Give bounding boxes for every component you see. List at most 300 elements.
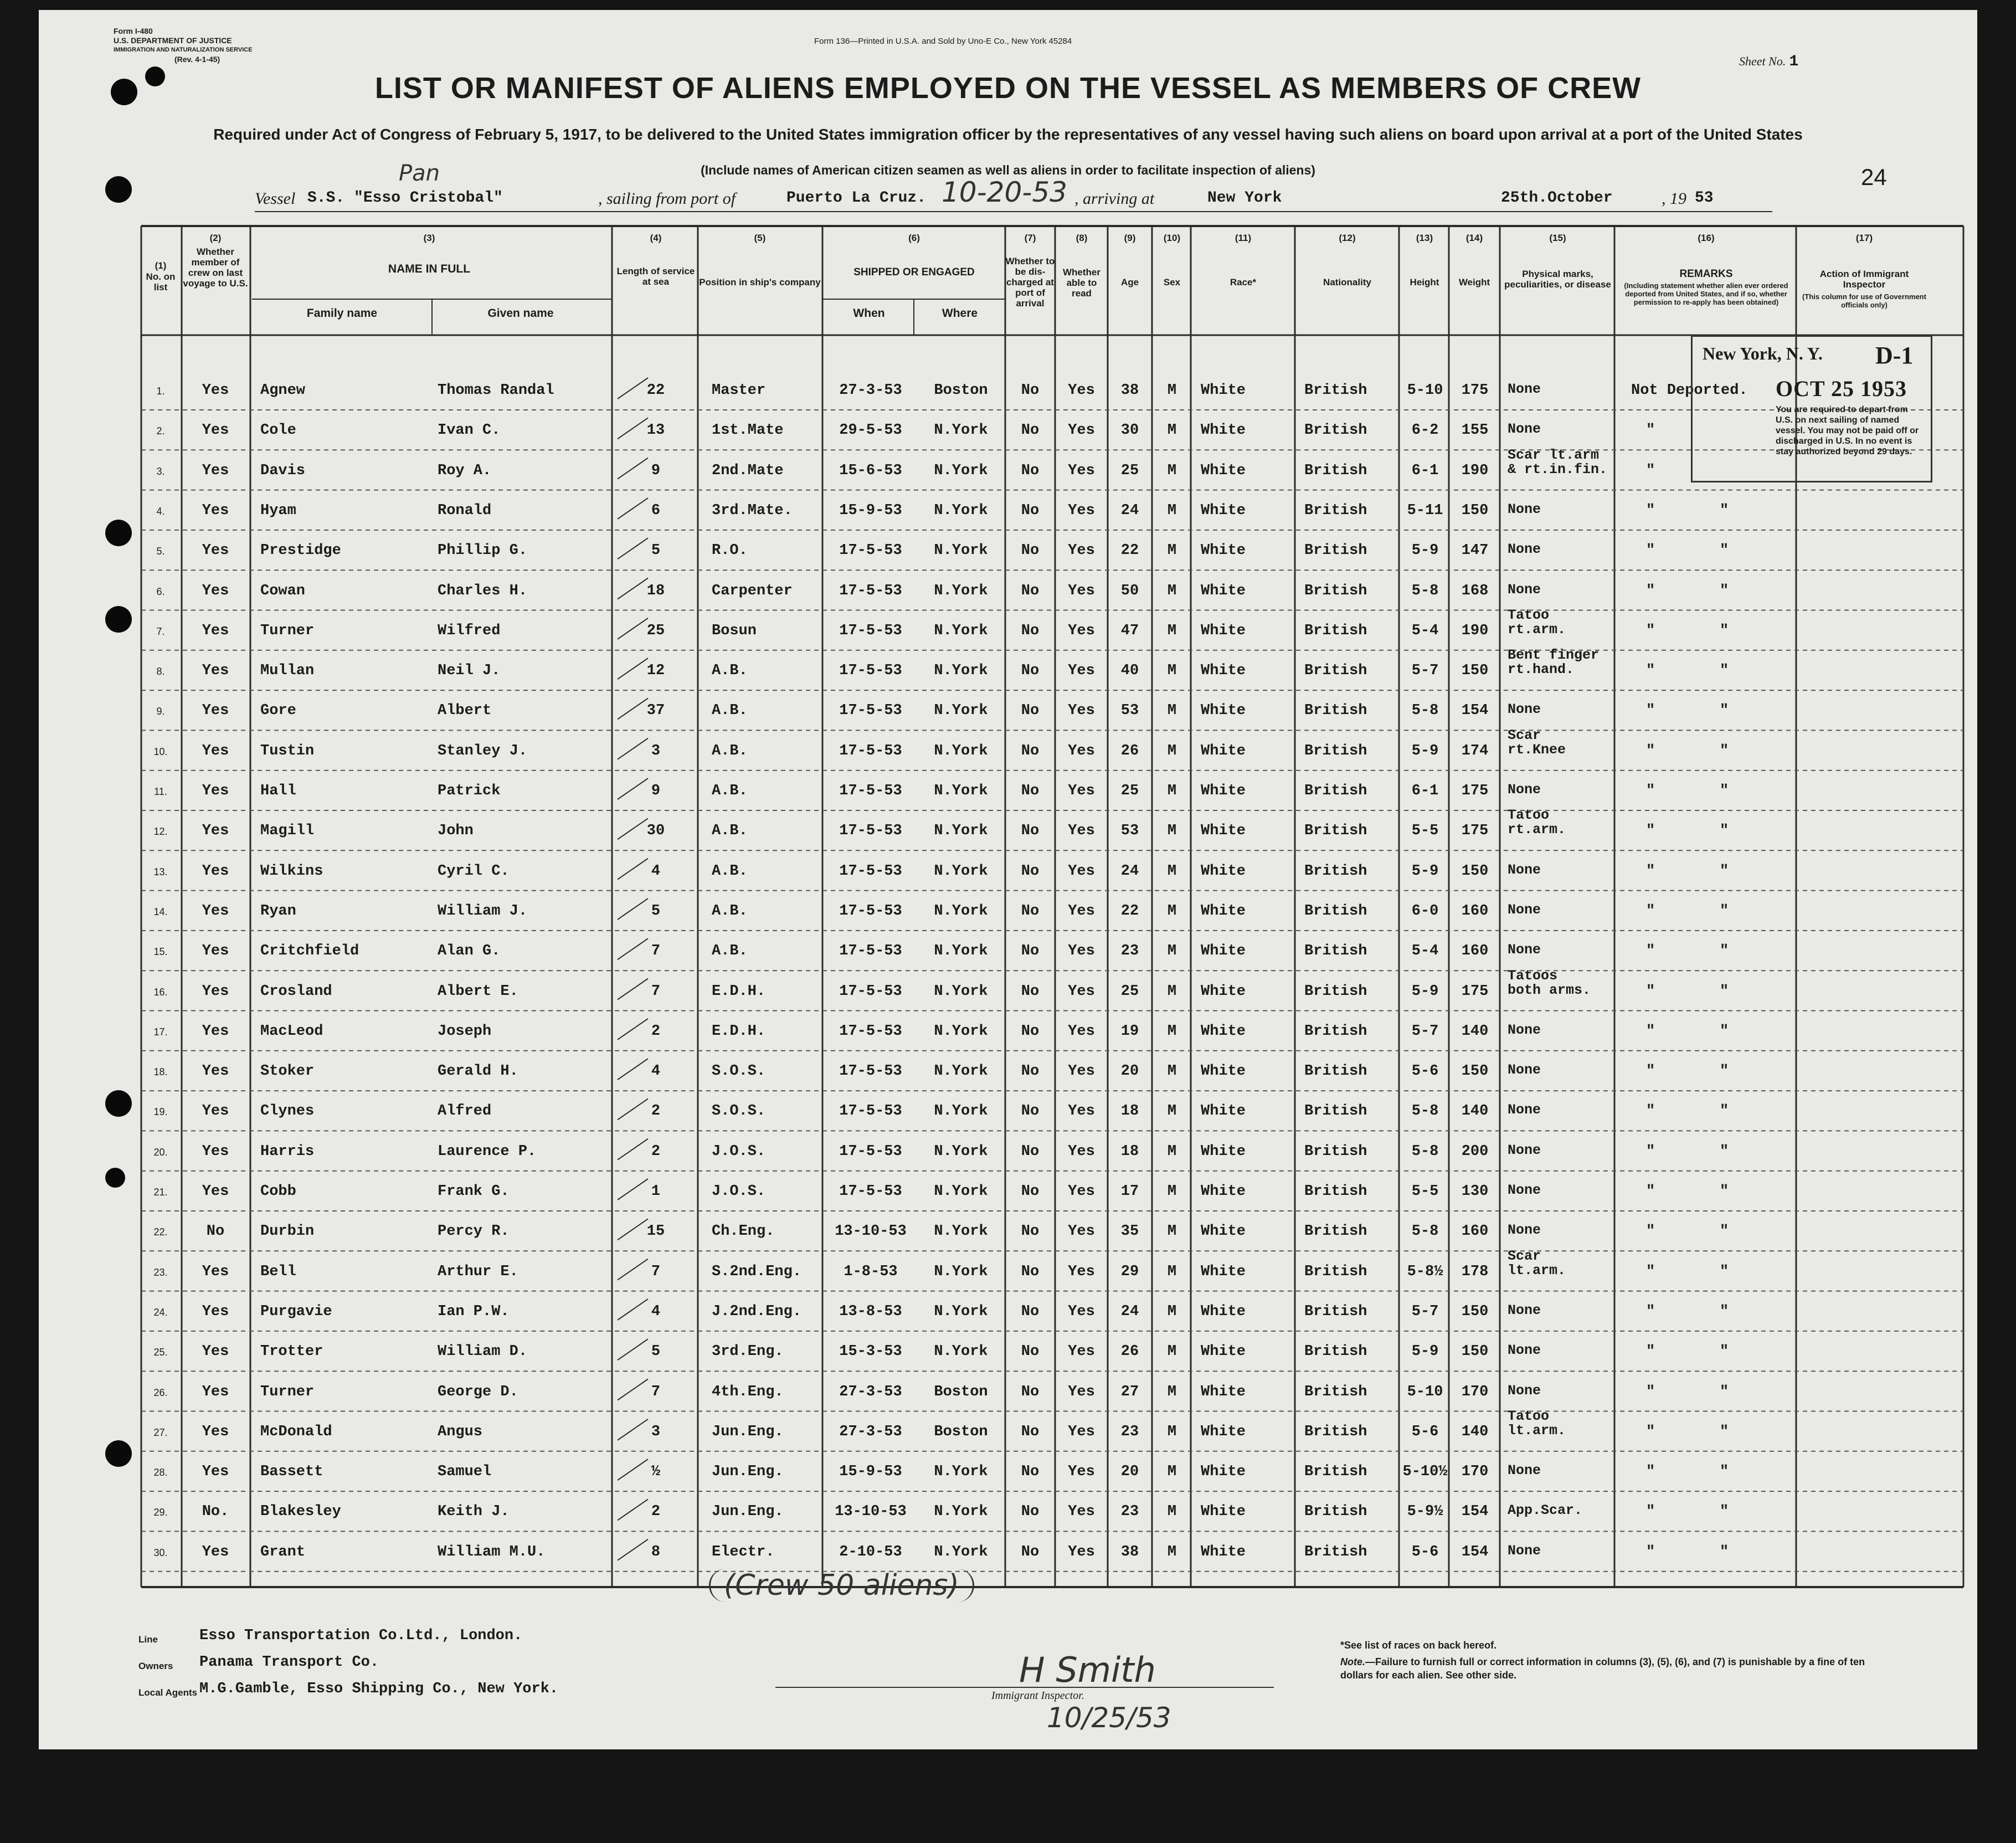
crew-position: 3rd.Eng. bbox=[712, 1343, 784, 1361]
crew-height: 5-4 bbox=[1411, 943, 1439, 960]
inspector-label: Immigrant Inspector. bbox=[991, 1690, 1084, 1702]
crew-given-name: Patrick bbox=[438, 783, 501, 799]
col-num-16: (16) bbox=[1698, 233, 1715, 243]
crew-remarks: " bbox=[1646, 462, 1655, 479]
crew-shipped-when: 17-5-53 bbox=[839, 823, 902, 840]
crew-service-years: 4 bbox=[651, 1063, 661, 1080]
crew-last-voyage: Yes bbox=[202, 902, 229, 920]
crew-last-voyage: Yes bbox=[202, 663, 229, 680]
crew-discharged: No bbox=[1021, 622, 1040, 639]
crew-age: 27 bbox=[1120, 1383, 1139, 1400]
crew-service-years: 15 bbox=[646, 1223, 665, 1240]
crew-remarks: " bbox=[1646, 1543, 1655, 1560]
crew-remarks-ditto: " bbox=[1720, 702, 1729, 720]
crew-family-name: Davis bbox=[260, 462, 306, 479]
crew-weight: 154 bbox=[1461, 702, 1489, 720]
crew-discharged: No bbox=[1021, 902, 1040, 920]
crew-row-number: 26. bbox=[153, 1387, 168, 1398]
crew-race: White bbox=[1201, 823, 1246, 840]
crew-last-voyage: Yes bbox=[202, 1343, 229, 1361]
crew-remarks: " bbox=[1646, 863, 1655, 880]
crew-position: Bosun bbox=[712, 622, 757, 639]
crew-discharged: No bbox=[1021, 422, 1040, 439]
crew-remarks: " bbox=[1646, 582, 1655, 599]
crew-given-name: William J. bbox=[438, 902, 528, 920]
crew-nationality: British bbox=[1304, 1423, 1367, 1440]
crew-sex: M bbox=[1167, 1223, 1177, 1240]
crew-race: White bbox=[1201, 582, 1246, 599]
crew-weight: 174 bbox=[1461, 742, 1489, 759]
crew-weight: 150 bbox=[1461, 502, 1489, 519]
crew-shipped-when: 17-5-53 bbox=[839, 542, 902, 559]
crew-position: S.O.S. bbox=[712, 1103, 766, 1120]
crew-service-years: 37 bbox=[646, 702, 665, 720]
crew-able-read: Yes bbox=[1068, 382, 1095, 399]
crew-able-read: Yes bbox=[1068, 1383, 1095, 1400]
crew-family-name: Turner bbox=[260, 1383, 315, 1400]
crew-position: J.O.S. bbox=[712, 1183, 766, 1200]
crew-row-number: 13. bbox=[153, 866, 168, 877]
crew-given-name: John bbox=[438, 823, 474, 840]
crew-family-name: Mullan bbox=[260, 663, 315, 680]
crew-position: Jun.Eng. bbox=[712, 1464, 784, 1481]
vessel-name: S.S. "Esso Cristobal" bbox=[307, 189, 503, 207]
crew-shipped-where: N.York bbox=[934, 462, 988, 479]
crew-race: White bbox=[1201, 462, 1246, 479]
crew-sex: M bbox=[1167, 823, 1177, 840]
crew-service-years: 4 bbox=[651, 863, 661, 880]
col-num-15: (15) bbox=[1549, 233, 1566, 243]
crew-height: 5-8½ bbox=[1407, 1263, 1443, 1280]
crew-service-years: 2 bbox=[651, 1023, 661, 1040]
crew-last-voyage: Yes bbox=[202, 1023, 229, 1040]
crew-discharged: No bbox=[1021, 702, 1040, 720]
crew-height: 6-1 bbox=[1411, 783, 1439, 799]
crew-able-read: Yes bbox=[1068, 1263, 1095, 1280]
crew-count-note: (Crew 50 aliens) bbox=[709, 1569, 974, 1602]
crew-position: 2nd.Mate bbox=[712, 462, 784, 479]
col-num-7: (7) bbox=[1024, 233, 1036, 243]
col-sex: Sex bbox=[1163, 277, 1181, 288]
crew-last-voyage: Yes bbox=[202, 582, 229, 599]
col-remarks: REMARKS bbox=[1679, 268, 1733, 280]
crew-physical-marks: None bbox=[1508, 1382, 1541, 1399]
crew-shipped-where: N.York bbox=[934, 542, 988, 559]
crew-shipped-where: N.York bbox=[934, 1103, 988, 1120]
crew-discharged: No bbox=[1021, 943, 1040, 960]
crew-family-name: Tustin bbox=[260, 742, 315, 759]
crew-able-read: Yes bbox=[1068, 1063, 1095, 1080]
crew-family-name: MacLeod bbox=[260, 1023, 323, 1040]
crew-family-name: Cobb bbox=[260, 1183, 296, 1200]
crew-shipped-when: 27-3-53 bbox=[839, 1383, 902, 1400]
crew-remarks-ditto: " bbox=[1720, 983, 1729, 1000]
crew-row-number: 4. bbox=[156, 505, 165, 517]
crew-weight: 150 bbox=[1461, 863, 1489, 880]
crew-height: 5-8 bbox=[1411, 1223, 1439, 1240]
crew-remarks-ditto: " bbox=[1720, 582, 1729, 599]
crew-shipped-when: 29-5-53 bbox=[839, 422, 902, 439]
crew-weight: 154 bbox=[1461, 1503, 1489, 1521]
crew-row-number: 2. bbox=[156, 425, 165, 437]
crew-row-number: 25. bbox=[153, 1347, 168, 1358]
crew-nationality: British bbox=[1304, 943, 1367, 960]
crew-remarks-ditto: " bbox=[1720, 542, 1729, 559]
crew-position: A.B. bbox=[712, 943, 748, 960]
crew-discharged: No bbox=[1021, 1303, 1040, 1320]
crew-sex: M bbox=[1167, 1383, 1177, 1400]
crew-service-years: 12 bbox=[646, 663, 665, 680]
crew-service-years: 2 bbox=[651, 1103, 661, 1120]
crew-shipped-where: N.York bbox=[934, 1223, 988, 1240]
crew-shipped-when: 27-3-53 bbox=[839, 1423, 902, 1440]
crew-race: White bbox=[1201, 1023, 1246, 1040]
crew-given-name: Angus bbox=[438, 1423, 483, 1440]
crew-family-name: Cole bbox=[260, 422, 296, 439]
crew-service-years: 5 bbox=[651, 902, 661, 920]
crew-able-read: Yes bbox=[1068, 1543, 1095, 1560]
crew-remarks-ditto: " bbox=[1720, 1263, 1729, 1280]
crew-remarks-ditto: " bbox=[1720, 943, 1729, 960]
crew-age: 53 bbox=[1120, 702, 1139, 720]
crew-sex: M bbox=[1167, 1303, 1177, 1320]
crew-remarks: " bbox=[1646, 1223, 1655, 1240]
crew-race: White bbox=[1201, 1423, 1246, 1440]
stamp-city: New York, N. Y. bbox=[1703, 343, 1823, 363]
crew-age: 53 bbox=[1120, 823, 1139, 840]
crew-given-name: Ronald bbox=[438, 502, 492, 519]
crew-discharged: No bbox=[1021, 582, 1040, 599]
crew-able-read: Yes bbox=[1068, 1023, 1095, 1040]
crew-sex: M bbox=[1167, 943, 1177, 960]
crew-physical-marks: None bbox=[1508, 1302, 1541, 1318]
crew-age: 26 bbox=[1120, 742, 1139, 759]
crew-remarks: " bbox=[1646, 702, 1655, 720]
col-num-14: (14) bbox=[1465, 233, 1483, 243]
crew-shipped-where: N.York bbox=[934, 1263, 988, 1280]
crew-able-read: Yes bbox=[1068, 983, 1095, 1000]
crew-shipped-where: N.York bbox=[934, 783, 988, 799]
crew-remarks: " bbox=[1646, 502, 1655, 519]
crew-remarks: " bbox=[1646, 1383, 1655, 1400]
crew-discharged: No bbox=[1021, 382, 1040, 399]
crew-remarks: Not Deported. bbox=[1631, 382, 1748, 399]
crew-service-years: 2 bbox=[651, 1143, 661, 1160]
crew-able-read: Yes bbox=[1068, 1423, 1095, 1440]
crew-remarks: " bbox=[1646, 823, 1655, 840]
crew-nationality: British bbox=[1304, 1223, 1367, 1240]
crew-able-read: Yes bbox=[1068, 1183, 1095, 1200]
crew-physical-marks: None bbox=[1508, 1062, 1541, 1079]
crew-last-voyage: Yes bbox=[202, 783, 229, 799]
page-number: 24 bbox=[1861, 164, 1887, 190]
crew-age: 24 bbox=[1120, 502, 1139, 519]
sailing-label: , sailing from port of bbox=[598, 189, 736, 208]
crew-weight: 170 bbox=[1461, 1464, 1489, 1481]
crew-shipped-when: 17-5-53 bbox=[839, 582, 902, 599]
line-value: Esso Transportation Co.Ltd., London. bbox=[199, 1628, 523, 1644]
crew-service-years: 25 bbox=[646, 622, 665, 639]
crew-weight: 178 bbox=[1461, 1263, 1489, 1280]
crew-sex: M bbox=[1167, 462, 1177, 479]
crew-physical-marks: Bent finger rt.hand. bbox=[1508, 647, 1600, 678]
crew-height: 5-4 bbox=[1411, 622, 1439, 639]
crew-last-voyage: Yes bbox=[202, 1143, 229, 1160]
crew-remarks-ditto: " bbox=[1720, 1303, 1729, 1320]
crew-height: 5-7 bbox=[1411, 1023, 1439, 1040]
col-name-in-full: NAME IN FULL bbox=[388, 263, 471, 275]
crew-shipped-when: 15-6-53 bbox=[839, 462, 902, 479]
crew-age: 38 bbox=[1120, 1543, 1139, 1560]
crew-physical-marks: None bbox=[1508, 701, 1541, 718]
crew-service-years: 22 bbox=[646, 382, 665, 399]
crew-age: 25 bbox=[1120, 462, 1139, 479]
crew-remarks: " bbox=[1646, 983, 1655, 1000]
arrival-year: 53 bbox=[1695, 189, 1714, 207]
races-note: *See list of races on back hereof. bbox=[1340, 1640, 1497, 1651]
col-num-12: (12) bbox=[1339, 233, 1356, 243]
crew-age: 23 bbox=[1120, 943, 1139, 960]
crew-remarks: " bbox=[1646, 943, 1655, 960]
crew-position: S.O.S. bbox=[712, 1063, 766, 1080]
crew-able-read: Yes bbox=[1068, 1303, 1095, 1320]
crew-nationality: British bbox=[1304, 1343, 1367, 1361]
crew-position: A.B. bbox=[712, 702, 748, 720]
col-num-11: (11) bbox=[1235, 233, 1252, 243]
crew-able-read: Yes bbox=[1068, 1464, 1095, 1481]
crew-nationality: British bbox=[1304, 1503, 1367, 1521]
crew-weight: 140 bbox=[1461, 1023, 1489, 1040]
col-length-service: Length of service at sea bbox=[616, 266, 695, 287]
crew-able-read: Yes bbox=[1068, 663, 1095, 680]
crew-family-name: Bell bbox=[260, 1263, 296, 1280]
crew-height: 5-9 bbox=[1411, 983, 1439, 1000]
crew-height: 5-9 bbox=[1411, 542, 1439, 559]
crew-sex: M bbox=[1167, 1143, 1177, 1160]
crew-service-years: 3 bbox=[651, 742, 661, 759]
crew-position: E.D.H. bbox=[712, 983, 766, 1000]
crew-race: White bbox=[1201, 663, 1246, 680]
crew-row-number: 29. bbox=[153, 1507, 168, 1518]
crew-sex: M bbox=[1167, 742, 1177, 759]
crew-physical-marks: None bbox=[1508, 1222, 1541, 1239]
sheet-value: 1 bbox=[1789, 53, 1799, 70]
arrival-date: 25th.October bbox=[1501, 189, 1613, 207]
crew-last-voyage: Yes bbox=[202, 542, 229, 559]
crew-shipped-where: N.York bbox=[934, 422, 988, 439]
crew-race: White bbox=[1201, 1383, 1246, 1400]
crew-position: J.2nd.Eng. bbox=[712, 1303, 802, 1320]
crew-position: A.B. bbox=[712, 823, 748, 840]
crew-shipped-when: 17-5-53 bbox=[839, 1023, 902, 1040]
agents-label: Local Agents bbox=[138, 1687, 198, 1698]
crew-remarks-ditto: " bbox=[1720, 1103, 1729, 1120]
crew-position: A.B. bbox=[712, 863, 748, 880]
crew-given-name: Samuel bbox=[438, 1464, 492, 1481]
crew-position: 1st.Mate bbox=[712, 422, 784, 439]
crew-last-voyage: No. bbox=[202, 1503, 229, 1521]
crew-race: White bbox=[1201, 382, 1246, 399]
crew-remarks-ditto: " bbox=[1720, 823, 1729, 840]
crew-weight: 160 bbox=[1461, 1223, 1489, 1240]
crew-given-name: Percy R. bbox=[438, 1223, 510, 1240]
crew-row-number: 21. bbox=[153, 1187, 168, 1198]
crew-nationality: British bbox=[1304, 1183, 1367, 1200]
crew-shipped-where: N.York bbox=[934, 943, 988, 960]
crew-service-years: 30 bbox=[646, 823, 665, 840]
crew-service-years: 13 bbox=[646, 422, 665, 439]
crew-remarks-ditto: " bbox=[1720, 1343, 1729, 1361]
crew-weight: 150 bbox=[1461, 1343, 1489, 1361]
crew-weight: 150 bbox=[1461, 663, 1489, 680]
note-label: Note. bbox=[1340, 1656, 1365, 1667]
crew-last-voyage: Yes bbox=[202, 382, 229, 399]
crew-row-number: 19. bbox=[153, 1106, 168, 1118]
crew-remarks-ditto: " bbox=[1720, 502, 1729, 519]
col-num-9: (9) bbox=[1124, 233, 1136, 243]
crew-nationality: British bbox=[1304, 422, 1367, 439]
crew-service-years: 1 bbox=[651, 1183, 661, 1200]
crew-race: White bbox=[1201, 902, 1246, 920]
year-label: , 19 bbox=[1662, 189, 1686, 208]
crew-remarks: " bbox=[1646, 542, 1655, 559]
crew-position: A.B. bbox=[712, 902, 748, 920]
crew-last-voyage: Yes bbox=[202, 863, 229, 880]
crew-height: 5-10½ bbox=[1402, 1464, 1448, 1481]
crew-race: White bbox=[1201, 1103, 1246, 1120]
crew-row-number: 11. bbox=[154, 786, 167, 797]
crew-shipped-when: 17-5-53 bbox=[839, 663, 902, 680]
crew-shipped-when: 2-10-53 bbox=[839, 1543, 902, 1560]
note-text: —Failure to furnish full or correct information in columns (3), (5), (6), and (7) is punishable by a fine of ten dollars for each alien. See other side. bbox=[1340, 1656, 1865, 1681]
crew-nationality: British bbox=[1304, 622, 1367, 639]
crew-race: White bbox=[1201, 422, 1246, 439]
crew-height: 5-11 bbox=[1407, 502, 1443, 519]
crew-weight: 175 bbox=[1461, 823, 1489, 840]
crew-shipped-where: Boston bbox=[934, 1383, 988, 1400]
crew-shipped-where: N.York bbox=[934, 502, 988, 519]
stamp-text: You are required to depart from U.S. on next sailing of named vessel. You may not be paid off or discharged in U.S. In no event is stay authorized beyond 29 days. bbox=[1776, 405, 1919, 456]
crew-family-name: Gore bbox=[260, 702, 296, 720]
crew-position: E.D.H. bbox=[712, 1023, 766, 1040]
crew-given-name: Roy A. bbox=[438, 462, 492, 479]
crew-remarks-ditto: " bbox=[1720, 1464, 1729, 1481]
crew-height: 5-8 bbox=[1411, 582, 1439, 599]
crew-remarks-ditto: " bbox=[1720, 1423, 1729, 1440]
crew-race: White bbox=[1201, 1263, 1246, 1280]
crew-row-number: 20. bbox=[153, 1146, 168, 1158]
crew-height: 5-10 bbox=[1407, 1383, 1443, 1400]
crew-remarks: " bbox=[1646, 742, 1655, 759]
crew-shipped-when: 17-5-53 bbox=[839, 1183, 902, 1200]
crew-remarks-ditto: " bbox=[1720, 742, 1729, 759]
crew-discharged: No bbox=[1021, 1423, 1040, 1440]
crew-position: Master bbox=[712, 382, 766, 399]
crew-able-read: Yes bbox=[1068, 502, 1095, 519]
crew-position: J.O.S. bbox=[712, 1143, 766, 1160]
crew-discharged: No bbox=[1021, 1503, 1040, 1521]
crew-weight: 130 bbox=[1461, 1183, 1489, 1200]
crew-given-name: Neil J. bbox=[438, 663, 501, 680]
crew-able-read: Yes bbox=[1068, 823, 1095, 840]
col-able-read: Whether able to read bbox=[1063, 267, 1100, 299]
crew-shipped-where: N.York bbox=[934, 702, 988, 720]
crew-last-voyage: Yes bbox=[202, 1063, 229, 1080]
crew-shipped-where: N.York bbox=[934, 742, 988, 759]
crew-shipped-where: N.York bbox=[934, 1303, 988, 1320]
crew-physical-marks: Scar lt.arm. bbox=[1508, 1248, 1566, 1279]
crew-height: 5-8 bbox=[1411, 1103, 1439, 1120]
crew-shipped-where: Boston bbox=[934, 1423, 988, 1440]
crew-physical-marks: None bbox=[1508, 501, 1541, 517]
col-num-5: (5) bbox=[754, 233, 766, 243]
crew-given-name: Keith J. bbox=[438, 1503, 510, 1521]
crew-family-name: Hall bbox=[260, 783, 296, 799]
crew-able-read: Yes bbox=[1068, 902, 1095, 920]
crew-shipped-when: 15-9-53 bbox=[839, 502, 902, 519]
col-num-13: (13) bbox=[1416, 233, 1433, 243]
crew-age: 50 bbox=[1120, 582, 1139, 599]
crew-row-number: 16. bbox=[153, 986, 168, 998]
crew-shipped-when: 17-5-53 bbox=[839, 1143, 902, 1160]
crew-able-read: Yes bbox=[1068, 943, 1095, 960]
crew-shipped-where: N.York bbox=[934, 582, 988, 599]
crew-weight: 140 bbox=[1461, 1423, 1489, 1440]
crew-age: 26 bbox=[1120, 1343, 1139, 1361]
crew-able-read: Yes bbox=[1068, 542, 1095, 559]
crew-nationality: British bbox=[1304, 1543, 1367, 1560]
crew-given-name: Arthur E. bbox=[438, 1263, 518, 1280]
col-race: Race* bbox=[1230, 277, 1257, 288]
crew-nationality: British bbox=[1304, 1143, 1367, 1160]
crew-service-years: ½ bbox=[651, 1464, 661, 1481]
crew-race: White bbox=[1201, 1063, 1246, 1080]
crew-family-name: Purgavie bbox=[260, 1303, 332, 1320]
crew-family-name: Crosland bbox=[260, 983, 332, 1000]
crew-family-name: Grant bbox=[260, 1543, 306, 1560]
col-num-3: (3) bbox=[423, 233, 435, 243]
crew-given-name: Frank G. bbox=[438, 1183, 510, 1200]
crew-discharged: No bbox=[1021, 1464, 1040, 1481]
crew-remarks-ditto: " bbox=[1720, 1223, 1729, 1240]
crew-position: 3rd.Mate. bbox=[712, 502, 793, 519]
crew-remarks: " bbox=[1646, 422, 1655, 439]
crew-shipped-when: 17-5-53 bbox=[839, 983, 902, 1000]
crew-discharged: No bbox=[1021, 1183, 1040, 1200]
crew-row-number: 17. bbox=[153, 1026, 168, 1038]
crew-shipped-where: N.York bbox=[934, 1343, 988, 1361]
crew-shipped-when: 17-5-53 bbox=[839, 863, 902, 880]
crew-height: 5-7 bbox=[1411, 1303, 1439, 1320]
crew-sex: M bbox=[1167, 1063, 1177, 1080]
service: IMMIGRATION AND NATURALIZATION SERVICE bbox=[114, 47, 253, 53]
crew-family-name: Bassett bbox=[260, 1464, 323, 1481]
crew-age: 23 bbox=[1120, 1503, 1139, 1521]
arriving-label: , arriving at bbox=[1074, 189, 1155, 208]
crew-able-read: Yes bbox=[1068, 622, 1095, 639]
crew-race: White bbox=[1201, 542, 1246, 559]
crew-sex: M bbox=[1167, 1423, 1177, 1440]
crew-weight: 168 bbox=[1461, 582, 1489, 599]
crew-position: A.B. bbox=[712, 663, 748, 680]
crew-remarks: " bbox=[1646, 1263, 1655, 1280]
crew-last-voyage: Yes bbox=[202, 983, 229, 1000]
crew-height: 5-7 bbox=[1411, 663, 1439, 680]
crew-race: White bbox=[1201, 863, 1246, 880]
crew-able-read: Yes bbox=[1068, 1143, 1095, 1160]
stamp-code: D-1 bbox=[1875, 342, 1914, 369]
crew-age: 24 bbox=[1120, 1303, 1139, 1320]
